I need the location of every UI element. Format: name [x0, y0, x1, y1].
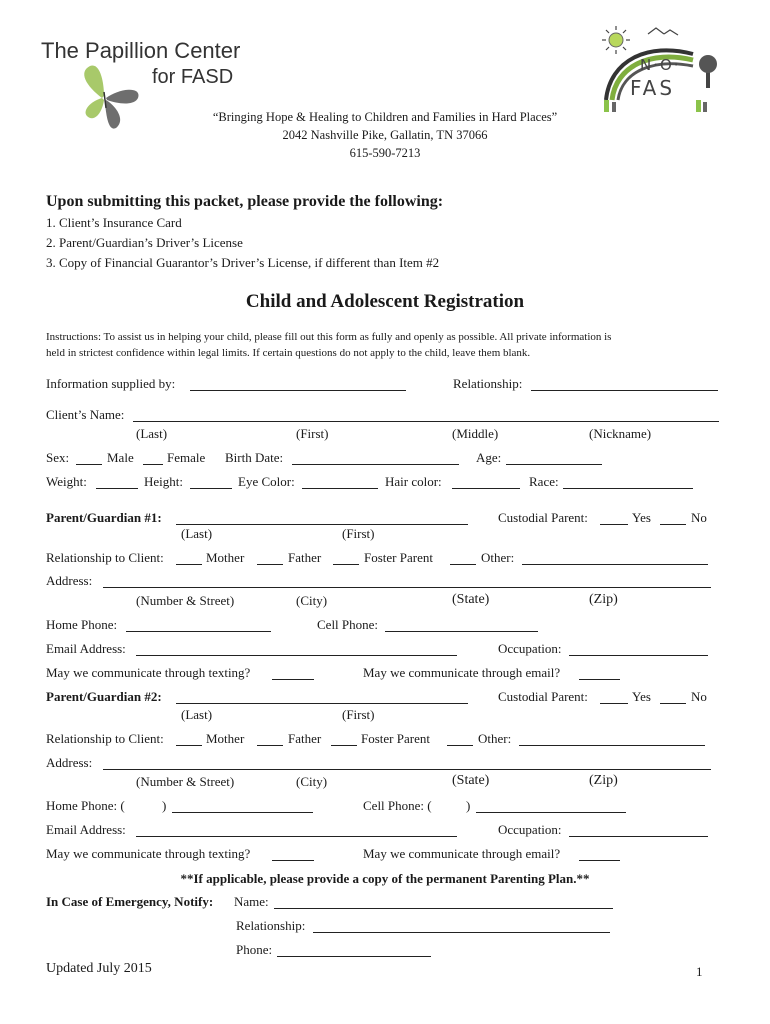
guardian1-city-label: (City) — [296, 593, 328, 608]
org-name: The Papillion Center — [41, 38, 241, 63]
emergency-name-label: Name: — [234, 894, 269, 909]
guardian2-zip-label: (Zip) — [589, 773, 618, 788]
emergency-phone-label: Phone: — [236, 942, 273, 957]
emergency-name-field[interactable] — [274, 908, 613, 909]
info-relationship-field[interactable] — [531, 390, 718, 391]
guardian2-relationship-label: Relationship to Client: — [46, 731, 164, 746]
org-address: 2042 Nashville Pike, Gallatin, TN 37066 — [282, 128, 488, 142]
guardian1-relationship-label: Relationship to Client: — [46, 550, 164, 565]
male-field[interactable] — [76, 464, 102, 465]
guardian2-cell-phone-field[interactable] — [476, 812, 626, 813]
hair-color-field[interactable] — [452, 488, 520, 489]
guardian1-email-comm-field[interactable] — [579, 679, 620, 680]
instructions-line-1: Instructions: To assist us in helping your child, please fill out this form as fully and openly as possible. All private information is — [46, 331, 612, 343]
submit-heading: Upon submitting this packet, please provide the following: — [46, 193, 444, 210]
guardian1-custodial-yes-field[interactable] — [600, 524, 628, 525]
emergency-relationship-label: Relationship: — [236, 918, 306, 933]
guardian2-email-label: Email Address: — [46, 822, 126, 837]
guardian2-cell-paren: ) — [466, 798, 471, 813]
guardian1-street-label: (Number & Street) — [136, 593, 235, 608]
guardian2-mother-field[interactable] — [176, 745, 202, 746]
guardian1-texting-field[interactable] — [272, 679, 314, 680]
footer-updated: Updated July 2015 — [46, 961, 152, 976]
guardian2-custodial-no-field[interactable] — [660, 703, 686, 704]
guardian1-father-label: Father — [288, 550, 322, 565]
race-label: Race: — [529, 474, 559, 489]
guardian1-home-phone-label: Home Phone: — [46, 617, 118, 632]
guardian2-street-label: (Number & Street) — [136, 774, 235, 789]
client-middle-label: (Middle) — [452, 426, 499, 441]
guardian1-mother-field[interactable] — [176, 564, 202, 565]
guardian1-yes-label: Yes — [632, 510, 651, 525]
guardian2-custodial-yes-field[interactable] — [600, 703, 628, 704]
height-label: Height: — [144, 474, 183, 489]
birth-date-label: Birth Date: — [225, 450, 284, 465]
guardian2-home-paren: ) — [162, 798, 167, 813]
guardian2-address-label: Address: — [46, 755, 93, 770]
guardian1-cell-phone-label: Cell Phone: — [317, 617, 379, 632]
emergency-heading: In Case of Emergency, Notify: — [46, 894, 214, 909]
guardian2-other-label: Other: — [478, 731, 512, 746]
guardian1-other-field[interactable] — [522, 564, 708, 565]
guardian2-father-field[interactable] — [257, 745, 283, 746]
nofas-text-bottom: FAS — [630, 76, 676, 100]
guardian2-email-comm-label: May we communicate through email? — [363, 846, 561, 861]
client-nickname-label: (Nickname) — [589, 426, 652, 441]
hair-color-label: Hair color: — [385, 474, 442, 489]
submit-item-1: 1. Client’s Insurance Card — [46, 215, 182, 230]
guardian2-home-phone-field[interactable] — [172, 812, 313, 813]
form-title: Child and Adolescent Registration — [245, 291, 525, 312]
tagline: “Bringing Hope & Healing to Children and Families in Hard Places” — [212, 110, 558, 124]
guardian1-address-label: Address: — [46, 573, 93, 588]
male-label: Male — [107, 450, 134, 465]
guardian1-occupation-label: Occupation: — [498, 641, 562, 656]
guardian1-email-comm-label: May we communicate through email? — [363, 665, 561, 680]
guardian2-home-phone-label: Home Phone: ( — [46, 798, 125, 813]
guardian2-email-comm-field[interactable] — [579, 860, 620, 861]
info-relationship-label: Relationship: — [453, 376, 523, 391]
female-field[interactable] — [143, 464, 163, 465]
guardian2-cell-phone-label: Cell Phone: ( — [363, 798, 432, 813]
emergency-phone-field[interactable] — [277, 956, 431, 957]
age-label: Age: — [476, 450, 502, 465]
guardian1-first-label: (First) — [342, 526, 375, 541]
guardian1-zip-label: (Zip) — [589, 592, 618, 607]
guardian2-last-label: (Last) — [181, 707, 213, 722]
guardian1-foster-field[interactable] — [333, 564, 359, 565]
guardian2-texting-field[interactable] — [272, 860, 314, 861]
client-name-label: Client’s Name: — [46, 407, 125, 422]
nofas-text-top: N·O· — [640, 56, 681, 74]
guardian1-state-label: (State) — [452, 592, 490, 607]
guardian1-other-label: Other: — [481, 550, 515, 565]
guardian2-other-field[interactable] — [519, 745, 705, 746]
guardian1-cell-phone-field[interactable] — [385, 631, 538, 632]
client-last-label: (Last) — [136, 426, 168, 441]
height-field[interactable] — [190, 488, 232, 489]
guardian2-foster-field[interactable] — [331, 745, 357, 746]
guardian1-father-field[interactable] — [257, 564, 283, 565]
birth-date-field[interactable] — [292, 464, 459, 465]
guardian1-occupation-field[interactable] — [569, 655, 708, 656]
guardian1-custodial-no-field[interactable] — [660, 524, 686, 525]
guardian2-mother-label: Mother — [206, 731, 245, 746]
female-label: Female — [167, 450, 206, 465]
guardian1-address-field[interactable] — [103, 587, 711, 588]
guardian1-texting-label: May we communicate through texting? — [46, 665, 251, 680]
race-field[interactable] — [563, 488, 693, 489]
sex-label: Sex: — [46, 450, 70, 465]
guardian2-yes-label: Yes — [632, 689, 651, 704]
weight-field[interactable] — [96, 488, 138, 489]
org-subtitle: for FASD — [152, 66, 234, 88]
guardian2-heading: Parent/Guardian #2: — [46, 689, 162, 704]
client-first-label: (First) — [296, 426, 329, 441]
guardian2-texting-label: May we communicate through texting? — [46, 846, 251, 861]
parenting-plan-note: **If applicable, please provide a copy of the permanent Parenting Plan.** — [180, 871, 590, 886]
guardian2-city-label: (City) — [296, 774, 328, 789]
info-supplied-label: Information supplied by: — [46, 376, 176, 391]
guardian1-heading: Parent/Guardian #1: — [46, 510, 162, 525]
guardian2-custodial-label: Custodial Parent: — [498, 689, 588, 704]
submit-item-2: 2. Parent/Guardian’s Driver’s License — [46, 235, 243, 250]
guardian1-foster-label: Foster Parent — [364, 550, 433, 565]
eye-color-field[interactable] — [302, 488, 378, 489]
org-phone: 615-590-7213 — [349, 146, 421, 160]
guardian1-custodial-label: Custodial Parent: — [498, 510, 588, 525]
guardian2-state-label: (State) — [452, 773, 490, 788]
guardian2-father-label: Father — [288, 731, 322, 746]
guardian2-foster-label: Foster Parent — [361, 731, 430, 746]
guardian1-name-field[interactable] — [176, 524, 468, 525]
guardian1-email-label: Email Address: — [46, 641, 126, 656]
page-number: 1 — [696, 964, 703, 979]
submit-item-3: 3. Copy of Financial Guarantor’s Driver’s License, if different than Item #2 — [46, 255, 440, 270]
guardian1-no-label: No — [691, 510, 707, 525]
emergency-relationship-field[interactable] — [313, 932, 610, 933]
guardian1-email-field[interactable] — [136, 655, 457, 656]
client-name-field[interactable] — [133, 421, 719, 422]
eye-color-label: Eye Color: — [238, 474, 295, 489]
guardian2-no-label: No — [691, 689, 707, 704]
age-field[interactable] — [506, 464, 602, 465]
guardian1-mother-label: Mother — [206, 550, 245, 565]
guardian2-other-check-field[interactable] — [447, 745, 473, 746]
guardian2-email-field[interactable] — [136, 836, 457, 837]
guardian1-other-check-field[interactable] — [450, 564, 476, 565]
guardian2-address-field[interactable] — [103, 769, 711, 770]
guardian2-occupation-field[interactable] — [569, 836, 708, 837]
info-supplied-field[interactable] — [190, 390, 406, 391]
guardian2-name-field[interactable] — [176, 703, 468, 704]
guardian2-first-label: (First) — [342, 707, 375, 722]
guardian1-last-label: (Last) — [181, 526, 213, 541]
guardian1-home-phone-field[interactable] — [126, 631, 271, 632]
weight-label: Weight: — [46, 474, 87, 489]
instructions-line-2: held in strictest confidence within legal limits. If certain questions do not apply to the child, leave them blank. — [46, 347, 531, 359]
guardian2-occupation-label: Occupation: — [498, 822, 562, 837]
